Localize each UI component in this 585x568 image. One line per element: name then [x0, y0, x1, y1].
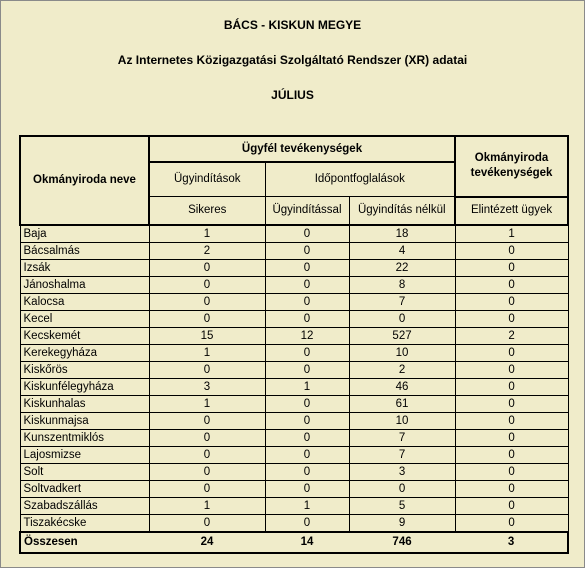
completed-cell: 0 — [455, 311, 568, 328]
header-client-activities: Ügyfél tevékenységek — [149, 136, 455, 162]
total-successful: 24 — [149, 532, 265, 553]
completed-cell: 2 — [455, 328, 568, 345]
total-with-initiation: 14 — [265, 532, 349, 553]
total-completed: 3 — [455, 532, 568, 553]
office-name-cell: Szabadszállás — [20, 498, 149, 515]
office-name-cell: Kecskemét — [20, 328, 149, 345]
table-row — [20, 294, 568, 311]
completed-cell: 0 — [455, 413, 568, 430]
successful-cell: 15 — [149, 328, 265, 345]
office-name-cell: Jánoshalma — [20, 277, 149, 294]
office-name-cell: Lajosmizse — [20, 447, 149, 464]
header-office-activities: Okmányiroda tevékenységek — [455, 136, 568, 197]
without-initiation-cell: 0 — [349, 311, 455, 328]
header-without-initiation: Ügyindítás nélkül — [349, 197, 455, 226]
completed-cell: 0 — [455, 362, 568, 379]
completed-cell: 0 — [455, 447, 568, 464]
office-name-cell: Kiskunfélegyháza — [20, 379, 149, 396]
with-initiation-cell: 0 — [265, 294, 349, 311]
without-initiation-cell: 10 — [349, 345, 455, 362]
with-initiation-cell: 0 — [265, 311, 349, 328]
table-row — [20, 243, 568, 260]
table-row — [20, 515, 568, 533]
total-label: Összesen — [20, 532, 149, 553]
successful-cell: 0 — [149, 311, 265, 328]
table-row — [20, 311, 568, 328]
without-initiation-cell: 46 — [349, 379, 455, 396]
without-initiation-cell: 7 — [349, 447, 455, 464]
with-initiation-cell: 0 — [265, 345, 349, 362]
office-name-cell: Kerekegyháza — [20, 345, 149, 362]
table-row — [20, 396, 568, 413]
successful-cell: 0 — [149, 464, 265, 481]
completed-cell: 0 — [455, 294, 568, 311]
completed-cell: 0 — [455, 243, 568, 260]
successful-cell: 3 — [149, 379, 265, 396]
without-initiation-cell: 22 — [349, 260, 455, 277]
completed-cell: 0 — [455, 396, 568, 413]
completed-cell: 1 — [455, 225, 568, 243]
office-name-cell: Baja — [20, 225, 149, 243]
completed-cell: 0 — [455, 277, 568, 294]
completed-cell: 0 — [455, 260, 568, 277]
with-initiation-cell: 0 — [265, 243, 349, 260]
successful-cell: 0 — [149, 294, 265, 311]
completed-cell: 0 — [455, 498, 568, 515]
header-completed: Elintézett ügyek — [455, 197, 568, 226]
table-row — [20, 225, 568, 243]
office-name-cell: Kiskunhalas — [20, 396, 149, 413]
without-initiation-cell: 18 — [349, 225, 455, 243]
office-name-cell: Kunszentmiklós — [20, 430, 149, 447]
completed-cell: 0 — [455, 515, 568, 533]
with-initiation-cell: 0 — [265, 225, 349, 243]
with-initiation-cell: 0 — [265, 430, 349, 447]
completed-cell: 0 — [455, 481, 568, 498]
without-initiation-cell: 7 — [349, 294, 455, 311]
statistics-table — [19, 135, 569, 554]
with-initiation-cell: 0 — [265, 413, 349, 430]
successful-cell: 0 — [149, 413, 265, 430]
table-row — [20, 345, 568, 362]
completed-cell: 0 — [455, 379, 568, 396]
header-appointments: Időpontfoglalások — [265, 162, 455, 197]
with-initiation-cell: 0 — [265, 481, 349, 498]
table-row — [20, 277, 568, 294]
without-initiation-cell: 3 — [349, 464, 455, 481]
table-row — [20, 464, 568, 481]
report-subtitle: Az Internetes Közigazgatási Szolgáltató Rendszer (XR) adatai — [117, 53, 468, 67]
total-row — [20, 532, 568, 553]
successful-cell: 0 — [149, 277, 265, 294]
without-initiation-cell: 9 — [349, 515, 455, 533]
completed-cell: 0 — [455, 345, 568, 362]
without-initiation-cell: 5 — [349, 498, 455, 515]
table-row — [20, 260, 568, 277]
header-with-initiation: Ügyindítással — [265, 197, 349, 226]
successful-cell: 0 — [149, 430, 265, 447]
without-initiation-cell: 10 — [349, 413, 455, 430]
report-period: JÚLIUS — [271, 88, 314, 102]
completed-cell: 0 — [455, 430, 568, 447]
with-initiation-cell: 0 — [265, 464, 349, 481]
successful-cell: 0 — [149, 362, 265, 379]
table-row — [20, 498, 568, 515]
with-initiation-cell: 1 — [265, 379, 349, 396]
with-initiation-cell: 0 — [265, 396, 349, 413]
office-name-cell: Kecel — [20, 311, 149, 328]
office-name-cell: Izsák — [20, 260, 149, 277]
successful-cell: 0 — [149, 481, 265, 498]
successful-cell: 1 — [149, 225, 265, 243]
without-initiation-cell: 61 — [349, 396, 455, 413]
office-name-cell: Tiszakécske — [20, 515, 149, 533]
without-initiation-cell: 7 — [349, 430, 455, 447]
successful-cell: 0 — [149, 515, 265, 533]
header-office-name: Okmányiroda neve — [20, 136, 149, 225]
with-initiation-cell: 0 — [265, 515, 349, 533]
with-initiation-cell: 12 — [265, 328, 349, 345]
successful-cell: 1 — [149, 345, 265, 362]
table-row — [20, 447, 568, 464]
with-initiation-cell: 0 — [265, 447, 349, 464]
without-initiation-cell: 4 — [349, 243, 455, 260]
successful-cell: 1 — [149, 498, 265, 515]
table-row — [20, 481, 568, 498]
table-row — [20, 328, 568, 345]
county-title: BÁCS - KISKUN MEGYE — [223, 18, 362, 32]
table-row — [20, 430, 568, 447]
successful-cell: 0 — [149, 447, 265, 464]
without-initiation-cell: 527 — [349, 328, 455, 345]
with-initiation-cell: 1 — [265, 498, 349, 515]
successful-cell: 1 — [149, 396, 265, 413]
successful-cell: 2 — [149, 243, 265, 260]
header-initiations: Ügyindítások — [149, 162, 265, 197]
total-without-initiation: 746 — [349, 532, 455, 553]
office-name-cell: Soltvadkert — [20, 481, 149, 498]
office-name-cell: Solt — [20, 464, 149, 481]
without-initiation-cell: 2 — [349, 362, 455, 379]
office-name-cell: Kiskőrös — [20, 362, 149, 379]
completed-cell: 0 — [455, 464, 568, 481]
without-initiation-cell: 8 — [349, 277, 455, 294]
table-row — [20, 379, 568, 396]
table-row — [20, 413, 568, 430]
with-initiation-cell: 0 — [265, 277, 349, 294]
without-initiation-cell: 0 — [349, 481, 455, 498]
office-name-cell: Bácsalmás — [20, 243, 149, 260]
with-initiation-cell: 0 — [265, 362, 349, 379]
office-name-cell: Kalocsa — [20, 294, 149, 311]
office-name-cell: Kiskunmajsa — [20, 413, 149, 430]
table-row — [20, 362, 568, 379]
with-initiation-cell: 0 — [265, 260, 349, 277]
successful-cell: 0 — [149, 260, 265, 277]
header-successful: Sikeres — [149, 197, 265, 226]
